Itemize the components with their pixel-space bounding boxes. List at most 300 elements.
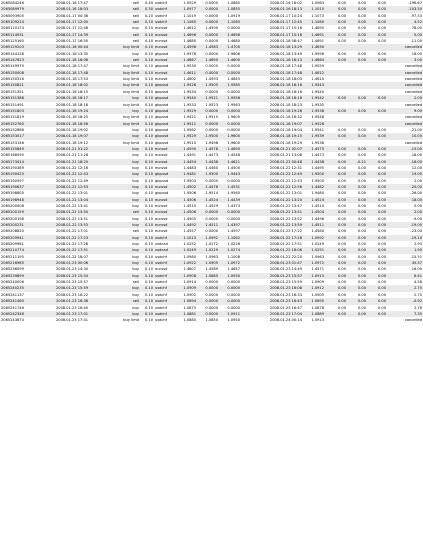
size-cell: 0.10: [140, 82, 154, 88]
close-price-cell: 1.4524: [303, 197, 325, 203]
item-cell: gbpusd: [154, 127, 175, 133]
take-profit-cell: 0.0000: [219, 63, 241, 69]
take-profit-cell: 1.4645: [219, 76, 241, 82]
close-time-cell: 2008.01.16 18:02: [241, 0, 303, 6]
taxes-cell: 0.00: [347, 266, 367, 272]
close-time-cell: 2008.01.18 18:03: [241, 76, 303, 82]
open-price-cell: 1.4454: [175, 159, 197, 165]
close-time-cell: 2008.01.23 14:49: [241, 266, 303, 272]
table-row: [0, 25, 423, 31]
item-cell: usdchf: [154, 305, 175, 311]
stop-loss-cell: 0.0000: [197, 298, 219, 304]
swap-cell: 0.00: [367, 209, 387, 215]
close-price-cell: 1.0895: [303, 298, 325, 304]
profit-cell: cancelled: [387, 82, 423, 88]
take-profit-cell: 1.0950: [219, 317, 241, 323]
type-cell: buy: [113, 203, 140, 209]
close-price-cell: 1.4691: [303, 32, 325, 38]
open-price-cell: 1.4483: [175, 165, 197, 171]
close-price-cell: 1.4610: [303, 76, 325, 82]
type-cell: buy: [113, 184, 140, 190]
profit-cell: 2.93: [387, 241, 423, 247]
take-profit-cell: 1.1008: [219, 254, 241, 260]
open-time-cell: 2008.01.22 12:49: [55, 178, 113, 184]
size-cell: 0.10: [140, 266, 154, 272]
profit-cell: 2.75: [387, 292, 423, 298]
type-cell: buy: [113, 108, 140, 114]
commission-cell: 0.00: [325, 95, 347, 101]
close-price-cell: 1.9526: [303, 121, 325, 127]
size-cell: 0.10: [140, 241, 154, 247]
type-cell: buy: [113, 133, 140, 139]
ticket-cell: 2065211195: [0, 254, 55, 260]
take-profit-cell: 1.4690: [219, 146, 241, 152]
taxes-cell: 0.00: [347, 152, 367, 158]
close-time-cell: 2008.01.23 17:04: [241, 311, 303, 317]
ticket-cell: 2065151388: [0, 95, 55, 101]
size-cell: 0.10: [140, 222, 154, 228]
open-time-cell: 2008.01.23 17:01: [55, 311, 113, 317]
commission-cell: 0.00: [325, 108, 347, 114]
stop-loss-cell: 1.9510: [197, 114, 219, 120]
open-price-cell: 1.4667: [175, 57, 197, 63]
commission-cell: 0.00: [325, 19, 347, 25]
open-price-cell: 1.1013: [175, 235, 197, 241]
close-time-cell: 2008.01.18 19:15: [241, 133, 303, 139]
open-price-cell: 1.0908: [175, 273, 197, 279]
open-time-cell: 2008.01.18 19:24: [55, 108, 113, 114]
ticket-cell: 2065198948: [0, 197, 55, 203]
commission-cell: 0.00: [325, 292, 347, 298]
close-time-cell: 2008.01.18 18:16: [241, 82, 303, 88]
profit-cell: 18.00: [387, 51, 423, 57]
ticket-cell: 2065114931: [0, 32, 55, 38]
stop-loss-cell: 1.0850: [197, 317, 219, 323]
profit-cell: 7.35: [387, 311, 423, 317]
close-time-cell: 2008.01.17 15:16: [241, 25, 303, 31]
take-profit-cell: 1.1062: [219, 235, 241, 241]
ticket-cell: 2065241460: [0, 298, 55, 304]
item-cell: usdchf: [154, 235, 175, 241]
size-cell: 0.10: [140, 114, 154, 120]
stop-loss-cell: 1.0963: [197, 254, 219, 260]
type-cell: buy: [113, 222, 140, 228]
swap-cell: 0.00: [367, 216, 387, 222]
close-price-cell: 1.4473: [303, 152, 325, 158]
swap-cell: 0.00: [367, 279, 387, 285]
taxes-cell: 0.00: [347, 254, 367, 260]
size-cell: 0.10: [140, 317, 154, 323]
taxes-cell: 0.00: [347, 228, 367, 234]
open-time-cell: 2008.01.23 17:41: [55, 317, 113, 323]
size-cell: 0.10: [140, 95, 154, 101]
stop-loss-cell: 1.0272: [197, 241, 219, 247]
close-time-cell: 2008.01.22 17:51: [241, 241, 303, 247]
close-time-cell: 2008.01.22 00:48: [241, 159, 303, 165]
close-time-cell: 2008.01.22 13:20: [241, 197, 303, 203]
close-price-cell: 1.9541: [303, 127, 325, 133]
close-time-cell: 2008.01.18 19:04: [241, 127, 303, 133]
take-profit-cell: 0.0000: [219, 89, 241, 95]
close-time-cell: 2008.01.18 18:16: [241, 89, 303, 95]
profit-cell: 12.00: [387, 165, 423, 171]
close-price-cell: 1.9596: [303, 51, 325, 57]
commission-cell: 0.00: [325, 51, 347, 57]
open-time-cell: 2008.01.22 12:16: [55, 165, 113, 171]
ticket-cell: 2065209981: [0, 241, 55, 247]
commission-cell: 0.00: [325, 216, 347, 222]
open-price-cell: 1.0881: [175, 311, 197, 317]
profit-cell: cancelled: [387, 317, 423, 323]
open-time-cell: 2008.01.23 14:30: [55, 266, 113, 272]
open-time-cell: 2008.01.21 18:20: [55, 159, 113, 165]
stop-loss-cell: 0.0000: [197, 127, 219, 133]
close-time-cell: 2008.01.22 12:49: [241, 171, 303, 177]
close-time-cell: 2008.01.22 13:01: [241, 190, 303, 196]
swap-cell: 0.00: [367, 57, 387, 63]
profit-cell: cancelled: [387, 89, 423, 95]
ticket-cell: 2065155849: [0, 146, 55, 152]
take-profit-cell: 1.0930: [219, 273, 241, 279]
item-cell: eurusd: [154, 146, 175, 152]
swap-cell: 0.00: [367, 95, 387, 101]
close-time-cell: 2008.01.17 12:45: [241, 19, 303, 25]
open-time-cell: 2008.01.22 13:53: [55, 222, 113, 228]
type-cell: sell: [113, 57, 140, 63]
open-time-cell: 2008.01.23 15:59: [55, 285, 113, 291]
close-time-cell: 2008.01.23 16:47: [241, 305, 303, 311]
swap-cell: 0.00: [367, 235, 387, 241]
stop-loss-cell: 0.0000: [197, 228, 219, 234]
type-cell: buy: [113, 311, 140, 317]
close-price-cell: 1.9540: [303, 89, 325, 95]
ticket-cell: 2065151491: [0, 102, 55, 108]
close-time-cell: 2008.01.22 12:31: [241, 165, 303, 171]
open-time-cell: 2008.01.23 16:45: [55, 305, 113, 311]
size-cell: 0.10: [140, 171, 154, 177]
open-time-cell: 2008.01.17 14:39: [55, 32, 113, 38]
stop-loss-cell: 0.0000: [197, 216, 219, 222]
size-cell: 0.10: [140, 57, 154, 63]
profit-cell: -16.00: [387, 159, 423, 165]
type-cell: buy: [113, 197, 140, 203]
item-cell: eurusd: [154, 159, 175, 165]
size-cell: 0.10: [140, 146, 154, 152]
close-price-cell: 1.4510: [303, 203, 325, 209]
size-cell: 0.10: [140, 298, 154, 304]
type-cell: sell: [113, 228, 140, 234]
take-profit-cell: 1.9606: [219, 51, 241, 57]
taxes-cell: 0.00: [347, 203, 367, 209]
close-price-cell: 1.1015: [303, 6, 325, 12]
ticket-cell: 2065150821: [0, 82, 55, 88]
take-profit-cell: 1.4397: [219, 222, 241, 228]
item-cell: eurusd: [154, 32, 175, 38]
table-row: [0, 95, 423, 101]
take-profit-cell: 1.9600: [219, 114, 241, 120]
taxes-cell: 0.00: [347, 216, 367, 222]
size-cell: 0.10: [140, 63, 154, 69]
table-row: [0, 171, 423, 177]
close-price-cell: 1.4504: [303, 209, 325, 215]
size-cell: 0.10: [140, 127, 154, 133]
open-time-cell: 2008.01.21 01:22: [55, 146, 113, 152]
size-cell: 0.10: [140, 311, 154, 317]
ticket-cell: 2065093905: [0, 13, 55, 19]
ticket-cell: 2065190389: [0, 165, 55, 171]
taxes-cell: 0.00: [347, 197, 367, 203]
take-profit-cell: 1.4621: [219, 159, 241, 165]
commission-cell: 0.00: [325, 241, 347, 247]
taxes-cell: 0.00: [347, 95, 367, 101]
close-time-cell: 2008.01.18 13:29: [241, 44, 303, 50]
commission-cell: 0.00: [325, 273, 347, 279]
close-time-cell: 2008.01.23 16:08: [241, 285, 303, 291]
type-cell: sell: [113, 209, 140, 215]
open-time-cell: 2008.01.23 00:06: [55, 260, 113, 266]
close-time-cell: 2008.01.22 18:06: [241, 247, 303, 253]
stop-loss-cell: 1.9521: [197, 95, 219, 101]
item-cell: usdchf: [154, 292, 175, 298]
size-cell: 0.10: [140, 254, 154, 260]
stop-loss-cell: 0.0000: [197, 6, 219, 12]
profit-cell: -9.00: [387, 216, 423, 222]
profit-cell: 45.57: [387, 260, 423, 266]
take-profit-cell: 0.0000: [219, 25, 241, 31]
open-price-cell: 1.9534: [175, 89, 197, 95]
open-time-cell: 2008.01.18 18:25: [55, 114, 113, 120]
close-price-cell: 1.9548: [303, 114, 325, 120]
close-price-cell: 1.9535: [303, 102, 325, 108]
take-profit-cell: 1.4597: [219, 228, 241, 234]
taxes-cell: 0.00: [347, 241, 367, 247]
ticket-cell: 2065129203: [0, 44, 55, 50]
item-cell: eurusd: [154, 216, 175, 222]
ticket-cell: 2065239899: [0, 273, 55, 279]
close-price-cell: 1.4580: [303, 228, 325, 234]
type-cell: buy: [113, 247, 140, 253]
size-cell: 0.10: [140, 159, 154, 165]
open-price-cell: 1.0909: [175, 285, 197, 291]
open-time-cell: 2008.01.22 17:28: [55, 241, 113, 247]
open-price-cell: 1.4680: [175, 38, 197, 44]
size-cell: 0.10: [140, 260, 154, 266]
stop-loss-cell: 0.0000: [197, 32, 219, 38]
ticket-cell: 2065240006: [0, 279, 55, 285]
stop-loss-cell: 1.4511: [197, 222, 219, 228]
taxes-cell: 0.00: [347, 184, 367, 190]
table-row: [0, 209, 423, 215]
item-cell: eurusd: [154, 57, 175, 63]
open-price-cell: 1.9540: [175, 95, 197, 101]
table-row: [0, 298, 423, 304]
commission-cell: 0.00: [325, 190, 347, 196]
swap-cell: 0.00: [367, 305, 387, 311]
open-time-cell: 2008.01.23 16:22: [55, 292, 113, 298]
open-price-cell: 1.9533: [175, 102, 197, 108]
taxes-cell: 0.00: [347, 279, 367, 285]
commission-cell: 0.00: [325, 13, 347, 19]
size-cell: 0.10: [140, 121, 154, 127]
profit-cell: cancelled: [387, 121, 423, 127]
taxes-cell: 0.00: [347, 260, 367, 266]
close-price-cell: 1.0912: [303, 285, 325, 291]
swap-cell: 0.00: [367, 108, 387, 114]
stop-loss-cell: 1.4690: [197, 57, 219, 63]
open-price-cell: 1.9578: [175, 51, 197, 57]
stop-loss-cell: 1.4476: [197, 184, 219, 190]
open-price-cell: 1.4598: [175, 44, 197, 50]
type-cell: sell: [113, 32, 140, 38]
item-cell: eurusd: [154, 209, 175, 215]
open-time-cell: 2008.01.18 18:15: [55, 89, 113, 95]
take-profit-cell: 1.4439: [219, 197, 241, 203]
swap-cell: 0.00: [367, 241, 387, 247]
swap-cell: 0.00: [367, 197, 387, 203]
swap-cell: 0.00: [367, 190, 387, 196]
profit-cell: 78.00: [387, 25, 423, 31]
profit-cell: -97.53: [387, 13, 423, 19]
ticket-cell: 2065147623: [0, 57, 55, 63]
type-cell: buy: [113, 235, 140, 241]
close-price-cell: 1.9559: [303, 63, 325, 69]
table-row: [0, 305, 423, 311]
ticket-cell: 2065200159: [0, 209, 55, 215]
item-cell: eurusd: [154, 165, 175, 171]
open-time-cell: 2008.01.23 15:54: [55, 273, 113, 279]
close-time-cell: 2008.01.21 02:07: [241, 146, 303, 152]
table-row: [0, 317, 423, 323]
item-cell: gbpusd: [154, 171, 175, 177]
taxes-cell: 0.00: [347, 305, 367, 311]
type-cell: buy: [113, 241, 140, 247]
close-price-cell: 1.4690: [303, 25, 325, 31]
item-cell: gbpusd: [154, 178, 175, 184]
ticket-cell: 2065209941: [0, 235, 55, 241]
profit-cell: cancelled: [387, 70, 423, 76]
commission-cell: 0.00: [325, 311, 347, 317]
stop-loss-cell: 1.9505: [197, 82, 219, 88]
close-time-cell: 2008.01.22 13:51: [241, 209, 303, 215]
profit-cell: 2.00: [387, 209, 423, 215]
item-cell: gbpusd: [154, 140, 175, 146]
type-cell: buy: [113, 178, 140, 184]
size-cell: 0.10: [140, 102, 154, 108]
take-profit-cell: 1.4657: [219, 266, 241, 272]
taxes-cell: 0.00: [347, 222, 367, 228]
close-price-cell: 1.9539: [303, 133, 325, 139]
open-time-cell: 2008.01.22 13:04: [55, 197, 113, 203]
open-price-cell: 1.4506: [175, 209, 197, 215]
take-profit-cell: 0.0000: [219, 292, 241, 298]
swap-cell: 0.00: [367, 13, 387, 19]
commission-cell: 0.00: [325, 203, 347, 209]
stop-loss-cell: 1.9500: [197, 133, 219, 139]
close-price-cell: 1.0251: [303, 247, 325, 253]
close-price-cell: 1.4691: [303, 38, 325, 44]
type-cell: sell: [113, 0, 140, 6]
close-time-cell: 2008.01.18 18:32: [241, 114, 303, 120]
commission-cell: 0.00: [325, 146, 347, 152]
taxes-cell: 0.00: [347, 247, 367, 253]
open-time-cell: 2008.01.18 19:07: [55, 133, 113, 139]
open-price-cell: 1.1019: [175, 13, 197, 19]
open-time-cell: 2008.01.22 12:43: [55, 171, 113, 177]
open-price-cell: 1.9562: [175, 127, 197, 133]
take-profit-cell: 1.0911: [219, 311, 241, 317]
ticket-cell: 2065168590: [0, 152, 55, 158]
open-time-cell: 2008.01.16 18:03: [55, 6, 113, 12]
stop-loss-cell: 1.4578: [197, 146, 219, 152]
close-price-cell: 1.4575: [303, 146, 325, 152]
item-cell: gbpusd: [154, 102, 175, 108]
profit-cell: -23.00: [387, 228, 423, 234]
take-profit-cell: 0.0000: [219, 108, 241, 114]
profit-cell: -19.00: [387, 222, 423, 228]
take-profit-cell: 0.0000: [219, 70, 241, 76]
profit-cell: -0.92: [387, 298, 423, 304]
close-time-cell: 2008.01.18 17:48: [241, 63, 303, 69]
close-price-cell: 1.0913: [303, 317, 325, 323]
table-row: [0, 152, 423, 158]
swap-cell: 0.00: [367, 171, 387, 177]
open-time-cell: 2008.01.18 17:53: [55, 76, 113, 82]
ticket-cell: 2065153017: [0, 133, 55, 139]
commission-cell: 0.00: [325, 38, 347, 44]
close-price-cell: 1.4664: [303, 57, 325, 63]
commission-cell: 0.00: [325, 133, 347, 139]
size-cell: 0.10: [140, 25, 154, 31]
open-time-cell: 2008.01.17 00:36: [55, 13, 113, 19]
size-cell: 0.10: [140, 184, 154, 190]
type-cell: buy: [113, 25, 140, 31]
ticket-cell: 2065243874: [0, 317, 55, 323]
stop-loss-cell: 0.0000: [197, 19, 219, 25]
open-price-cell: 1.9521: [175, 114, 197, 120]
open-time-cell: 2008.01.22 17:23: [55, 235, 113, 241]
stop-loss-cell: 0.0000: [197, 70, 219, 76]
open-price-cell: 1.0914: [175, 279, 197, 285]
stop-loss-cell: 0.0000: [197, 38, 219, 44]
take-profit-cell: 1.0972: [219, 260, 241, 266]
profit-cell: -18.00: [387, 152, 423, 158]
profit-cell: -15.51: [387, 254, 423, 260]
open-time-cell: 2008.01.23 15:57: [55, 279, 113, 285]
commission-cell: 0.00: [325, 127, 347, 133]
open-time-cell: 2008.01.18 17:47: [55, 63, 113, 69]
type-cell: buy limit: [113, 102, 140, 108]
profit-cell: -20.00: [387, 184, 423, 190]
type-cell: buy: [113, 216, 140, 222]
close-price-cell: 1.4630: [303, 44, 325, 50]
item-cell: eurusd: [154, 70, 175, 76]
open-time-cell: 2008.01.22 13:41: [55, 203, 113, 209]
item-cell: gbpusd: [154, 89, 175, 95]
close-price-cell: 1.9505: [303, 178, 325, 184]
item-cell: usdcad: [154, 247, 175, 253]
close-price-cell: 1.4438: [303, 159, 325, 165]
table-row: [0, 190, 423, 196]
type-cell: buy: [113, 159, 140, 165]
swap-cell: 0.00: [367, 292, 387, 298]
taxes-cell: 0.00: [347, 57, 367, 63]
swap-cell: 0.00: [367, 133, 387, 139]
item-cell: eurusd: [154, 197, 175, 203]
open-price-cell: 1.0252: [175, 241, 197, 247]
stop-loss-cell: 1.0992: [197, 235, 219, 241]
item-cell: gbpusd: [154, 121, 175, 127]
commission-cell: 0.00: [325, 247, 347, 253]
